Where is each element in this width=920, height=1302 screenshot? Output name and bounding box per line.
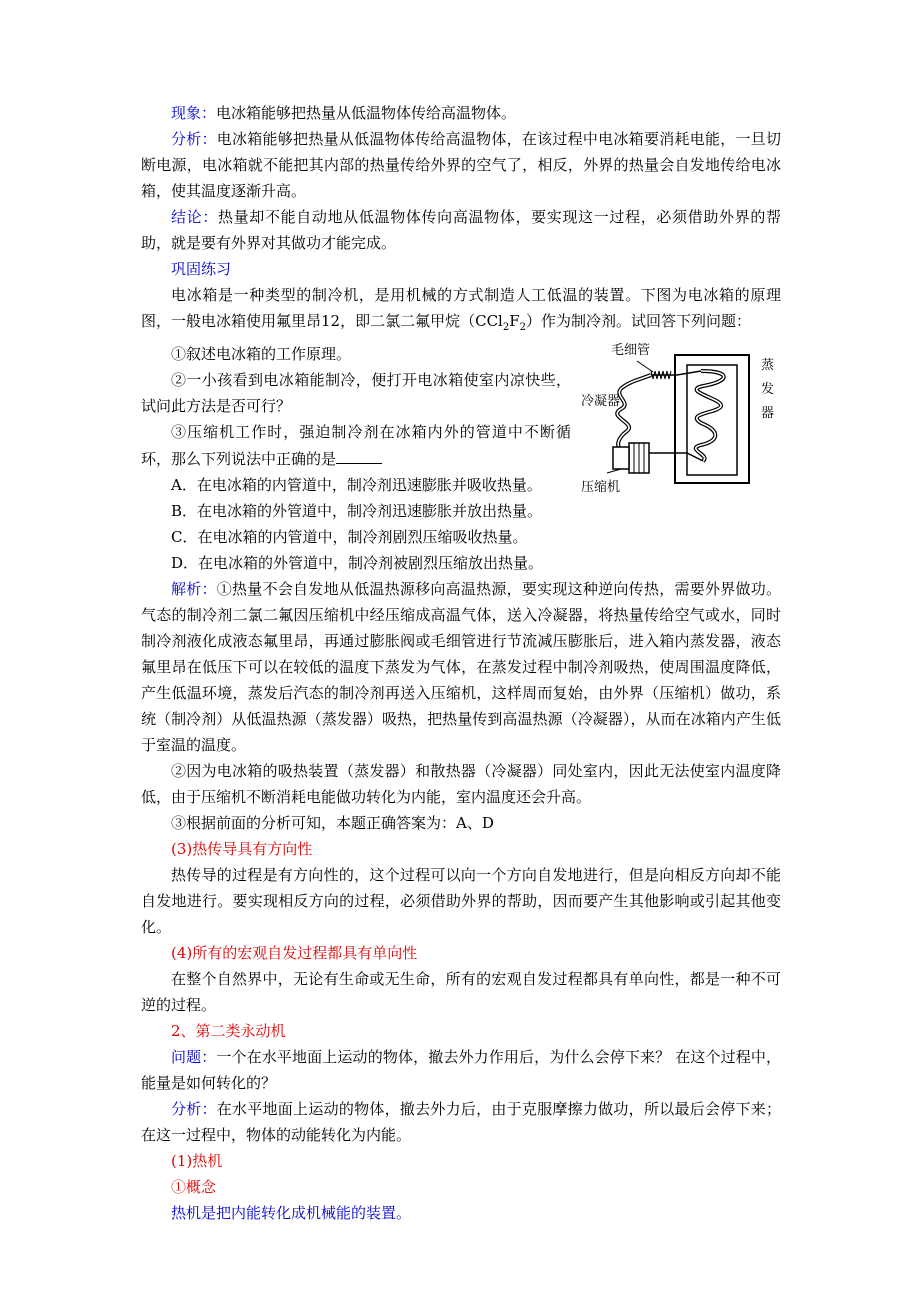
question-2: ②一小孩看到电冰箱能制冷，便打开电冰箱使室内凉快些，试问此方法是否可行？ <box>141 371 571 415</box>
question-block <box>141 341 781 550</box>
intro-sub-1: 2 <box>502 322 510 333</box>
label-condenser: 冷凝器 <box>581 394 621 409</box>
option-a: A．在电冰箱的内管道中，制冷剂迅速膨胀并吸收热量。 <box>171 476 542 494</box>
label-compressor: 压缩机 <box>581 480 621 495</box>
exercise-intro <box>141 282 781 341</box>
answer-blank <box>336 445 382 464</box>
analysis2-text: 在水平地面上运动的物体，撤去外力后，由于克服摩擦力做功，所以最后会停下来；在这一过程中，物体的动能转化为内能。 <box>141 1100 781 1144</box>
intro-part-c: ）作为制冷剂。试回答下列问题： <box>526 312 752 330</box>
intro-sub-2: 2 <box>519 322 527 333</box>
heading-macro-process: (4)所有的宏观自发过程都具有单向性 <box>171 944 418 962</box>
solution-text: ①热量不会自发地从低温热源移向高温热源，要实现这种逆向传热，需要外界做功。气态的制冷剂二氯二氟因压缩机中经压缩成高温气体，送入冷凝器，将热量传给空气或水，同时制冷剂液化成液态氟里昂，再通过膨胀阀或毛细管进行节流减压膨胀后，进入箱内蒸发器，液态氟里昂在低压下可以在较低的温度下蒸发为气体，在蒸发过程中制冷剂吸热，使周围温度降低，产生低温环境，蒸发后汽态的制冷剂再送入压缩机，这样周而复始，由外界（压缩机）做功，系统（制冷剂）从低温热源（蒸发器）吸热，把热量传到高温热源（冷凝器），从而在冰箱内产生低于室温的温度。 <box>141 580 781 754</box>
heading-heat-engine: (1)热机 <box>171 1152 223 1170</box>
solution-paragraph <box>141 576 781 758</box>
option-c: C．在电冰箱的内管道中，制冷剂剧烈压缩吸收热量。 <box>171 528 528 546</box>
label-evaporator-2: 发 <box>761 382 775 397</box>
refrigerator-diagram <box>581 341 781 501</box>
conclusion-label: 结论： <box>171 208 218 226</box>
label-capillary: 毛细管 <box>611 343 651 358</box>
phenomenon-label: 现象： <box>171 104 217 122</box>
solution-3: ③根据前面的分析可知，本题正确答案为：A、D <box>171 814 494 832</box>
fridge-inner-box <box>687 365 737 475</box>
question-column <box>141 341 571 550</box>
question-3-text: ③压缩机工作时，强迫制冷剂在冰箱内外的管道中不断循环，那么下列说法中正确的是 <box>141 423 571 468</box>
heading-heat-conduction: (3)热传导具有方向性 <box>171 840 313 858</box>
exercise-title: 巩固练习 <box>171 260 232 278</box>
question-1: ①叙述电冰箱的工作原理。 <box>171 345 352 363</box>
heat-conduction-text: 热传导的过程是有方向性的，这个过程可以向一个方向自发地进行，但是向相反方向却不能自发地进行。要实现相反方向的过程，必须借助外界的帮助，因而要产生其他影响或引起其他变化。 <box>141 866 781 936</box>
phenomenon-text: 电冰箱能够把热量从低温物体传给高温物体。 <box>216 104 517 122</box>
question-paragraph <box>141 1044 781 1096</box>
intro-part-b: F <box>509 312 520 330</box>
question-3 <box>141 419 571 472</box>
analysis-text: 电冰箱能够把热量从低温物体传给高温物体，在该过程中电冰箱要消耗电能，一旦切断电源，电冰箱就不能把其内部的热量传给外界的空气了，相反，外界的热量会自发地传给电冰箱，使其温度逐渐升高。 <box>141 130 781 200</box>
conclusion-text: 热量却不能自动地从低温物体传向高温物体，要实现这一过程，必须借助外界的帮助，就是要有外界对其做功才能完成。 <box>141 208 781 252</box>
macro-process-text: 在整个自然界中，无论有生命或无生命，所有的宏观自发过程都具有单向性，都是一种不可逆的过程。 <box>141 970 781 1014</box>
option-d: D．在电冰箱的外管道中，制冷剂被剧烈压缩放出热量。 <box>171 554 544 572</box>
heading-concept: ①概念 <box>171 1178 217 1196</box>
compressor-motor <box>613 447 629 469</box>
heading-perpetual-motion: 2、第二类永动机 <box>171 1022 286 1040</box>
label-evaporator-3: 器 <box>761 406 775 421</box>
condenser-coil-inner <box>617 375 651 453</box>
analysis2-paragraph <box>141 1096 781 1148</box>
label-evaporator-1: 蒸 <box>761 358 775 373</box>
intro-part-a: 电冰箱是一种类型的制冷机，是用机械的方式制造人工低温的装置。下图为电冰箱的原理图，一般电冰箱使用氟里昂12，即二氯二氟甲烷（CCl <box>141 286 781 330</box>
question-text: 一个在水平地面上运动的物体，撤去外力作用后，为什么会停下来？ 在这个过程中，能量是如何转化的？ <box>141 1048 781 1092</box>
analysis-label: 分析： <box>171 130 217 148</box>
question-label: 问题： <box>171 1048 217 1066</box>
heat-engine-definition: 热机是把内能转化成机械能的装置。 <box>171 1204 412 1222</box>
analysis2-label: 分析： <box>171 1100 217 1118</box>
document-body <box>141 100 781 1226</box>
analysis-paragraph <box>141 126 781 204</box>
phenomenon-paragraph <box>141 100 781 126</box>
solution-2: ②因为电冰箱的吸热装置（蒸发器）和散热器（冷凝器）同处室内，因此无法使室内温度降低，由于压缩机不断消耗电能做功转化为内能，室内温度还会升高。 <box>141 762 781 806</box>
capillary-pointer <box>637 361 653 372</box>
conclusion-paragraph <box>141 204 781 256</box>
option-b: B．在电冰箱的外管道中，制冷剂迅速膨胀并放出热量。 <box>171 502 543 520</box>
solution-label: 解析： <box>171 580 217 598</box>
